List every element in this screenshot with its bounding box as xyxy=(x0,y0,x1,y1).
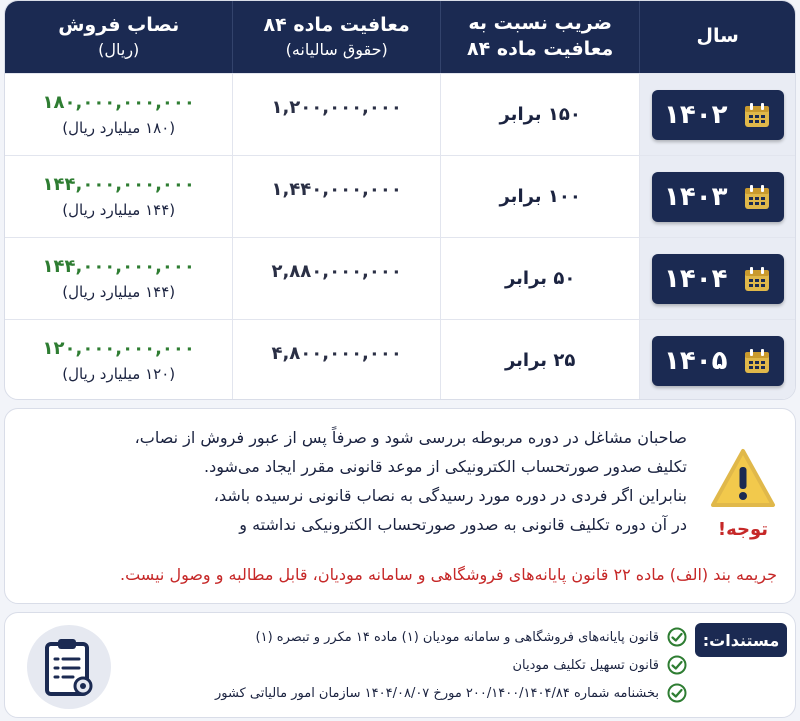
table-row xyxy=(5,319,795,400)
year-badge xyxy=(652,90,784,140)
warning-icon xyxy=(710,447,776,509)
document-label: قانون پایانه‌های فروشگاهی و سامانه مودیان (۱) ماده ۱۴ مکرر و تبصره (۱) xyxy=(255,629,659,645)
threshold-value: ۱۲۰,۰۰۰,۰۰۰,۰۰۰ xyxy=(42,338,195,359)
year-label: ۱۴۰۵ xyxy=(663,345,728,376)
threshold-value: ۱۴۴,۰۰۰,۰۰۰,۰۰۰ xyxy=(42,174,195,195)
exemption-value: ۱,۴۴۰,۰۰۰,۰۰۰ xyxy=(271,179,402,200)
multiplier-cell xyxy=(440,156,640,237)
header-exemption xyxy=(232,1,439,73)
notice-line: در آن دوره تکلیف قانونی به صدور صورتحساب الکترونیکی نداشته و xyxy=(239,515,687,534)
threshold-note: (۱۲۰ میلیارد ریال) xyxy=(62,365,176,383)
notice-title: توجه! xyxy=(717,519,769,540)
year-label: ۱۴۰۲ xyxy=(663,99,728,130)
header-threshold-line1: نصاب فروش xyxy=(58,14,180,37)
notice-line: بنابراین اگر فردی در دوره مورد رسیدگی به نصاب قانونی نرسیده باشد، xyxy=(213,486,687,505)
header-year xyxy=(639,1,795,73)
year-cell xyxy=(639,156,795,237)
notice-line: صاحبان مشاغل در دوره مربوطه بررسی شود و صرفاً پس از عبور فروش از نصاب، xyxy=(134,428,687,447)
threshold-note: (۱۸۰ میلیارد ریال) xyxy=(62,119,176,137)
notice-badge xyxy=(707,447,779,567)
notice-line: تکلیف صدور صورتحساب الکترونیکی از موعد قانونی مقرر ایجاد می‌شود. xyxy=(204,457,687,476)
table-header xyxy=(5,1,795,73)
table-row xyxy=(5,155,795,237)
calendar-icon xyxy=(743,347,771,375)
notice-box xyxy=(4,408,796,604)
multiplier-cell xyxy=(440,238,640,319)
threshold-cell xyxy=(5,238,232,319)
header-multiplier xyxy=(440,1,640,73)
threshold-note: (۱۴۴ میلیارد ریال) xyxy=(62,201,176,219)
multiplier-value: ۱۵۰ برابر xyxy=(499,104,581,125)
exemption-value: ۱,۲۰۰,۰۰۰,۰۰۰ xyxy=(271,97,402,118)
document-label: بخشنامه شماره ۲۰۰/۱۴۰۰/۱۴۰۴/۸۴ مورخ ۱۴۰۴/۰۸/۰۷ سازمان امور مالیاتی کشور xyxy=(214,685,659,701)
year-badge xyxy=(652,336,784,386)
multiplier-cell xyxy=(440,74,640,155)
check-circle-icon xyxy=(667,627,687,647)
documents-title: مستندات: xyxy=(695,623,787,657)
threshold-value: ۱۴۴,۰۰۰,۰۰۰,۰۰۰ xyxy=(42,256,195,277)
documents-box xyxy=(4,612,796,718)
header-multiplier-line1: ضریب نسبت به xyxy=(468,12,612,35)
clipboard-icon xyxy=(43,637,95,697)
list-item xyxy=(167,679,687,707)
multiplier-value: ۲۵ برابر xyxy=(504,350,576,371)
table-row xyxy=(5,73,795,155)
list-item xyxy=(167,651,687,679)
multiplier-cell xyxy=(440,320,640,400)
header-exemption-line1: معافیت ماده ۸۴ xyxy=(263,14,410,37)
threshold-cell xyxy=(5,156,232,237)
header-exemption-line2: (حقوق سالیانه) xyxy=(285,40,388,60)
header-threshold-line2: (ریال) xyxy=(98,40,140,60)
exemption-cell xyxy=(232,320,439,400)
exemption-value: ۲,۸۸۰,۰۰۰,۰۰۰ xyxy=(271,261,402,282)
year-cell xyxy=(639,74,795,155)
calendar-icon xyxy=(743,265,771,293)
header-threshold xyxy=(5,1,232,73)
year-badge xyxy=(652,172,784,222)
threshold-value: ۱۸۰,۰۰۰,۰۰۰,۰۰۰ xyxy=(42,92,195,113)
calendar-icon xyxy=(743,101,771,129)
threshold-cell xyxy=(5,320,232,400)
exemption-cell xyxy=(232,238,439,319)
exemption-cell xyxy=(232,74,439,155)
list-item xyxy=(167,623,687,651)
year-cell xyxy=(639,320,795,400)
header-year-label: سال xyxy=(696,25,739,48)
year-label: ۱۴۰۳ xyxy=(663,181,728,212)
calendar-icon xyxy=(743,183,771,211)
threshold-note: (۱۴۴ میلیارد ریال) xyxy=(62,283,176,301)
check-circle-icon xyxy=(667,683,687,703)
documents-list xyxy=(167,623,687,707)
multiplier-value: ۱۰۰ برابر xyxy=(499,186,581,207)
year-badge xyxy=(652,254,784,304)
exemption-cell xyxy=(232,156,439,237)
notice-body xyxy=(77,423,687,539)
clipboard-badge xyxy=(27,625,111,709)
header-multiplier-line2: معافیت ماده ۸۴ xyxy=(467,38,614,60)
threshold-table xyxy=(4,0,796,400)
exemption-value: ۴,۸۰۰,۰۰۰,۰۰۰ xyxy=(271,343,402,364)
notice-penalty-line: جریمه بند (الف) ماده ۲۲ قانون پایانه‌های فروشگاهی و سامانه مودیان، قابل مطالبه و وصول نیست. xyxy=(120,565,777,584)
document-label: قانون تسهیل تکلیف مودیان xyxy=(512,657,659,673)
threshold-cell xyxy=(5,74,232,155)
year-label: ۱۴۰۴ xyxy=(663,263,728,294)
check-circle-icon xyxy=(667,655,687,675)
multiplier-value: ۵۰ برابر xyxy=(504,268,576,289)
year-cell xyxy=(639,238,795,319)
table-row xyxy=(5,237,795,319)
